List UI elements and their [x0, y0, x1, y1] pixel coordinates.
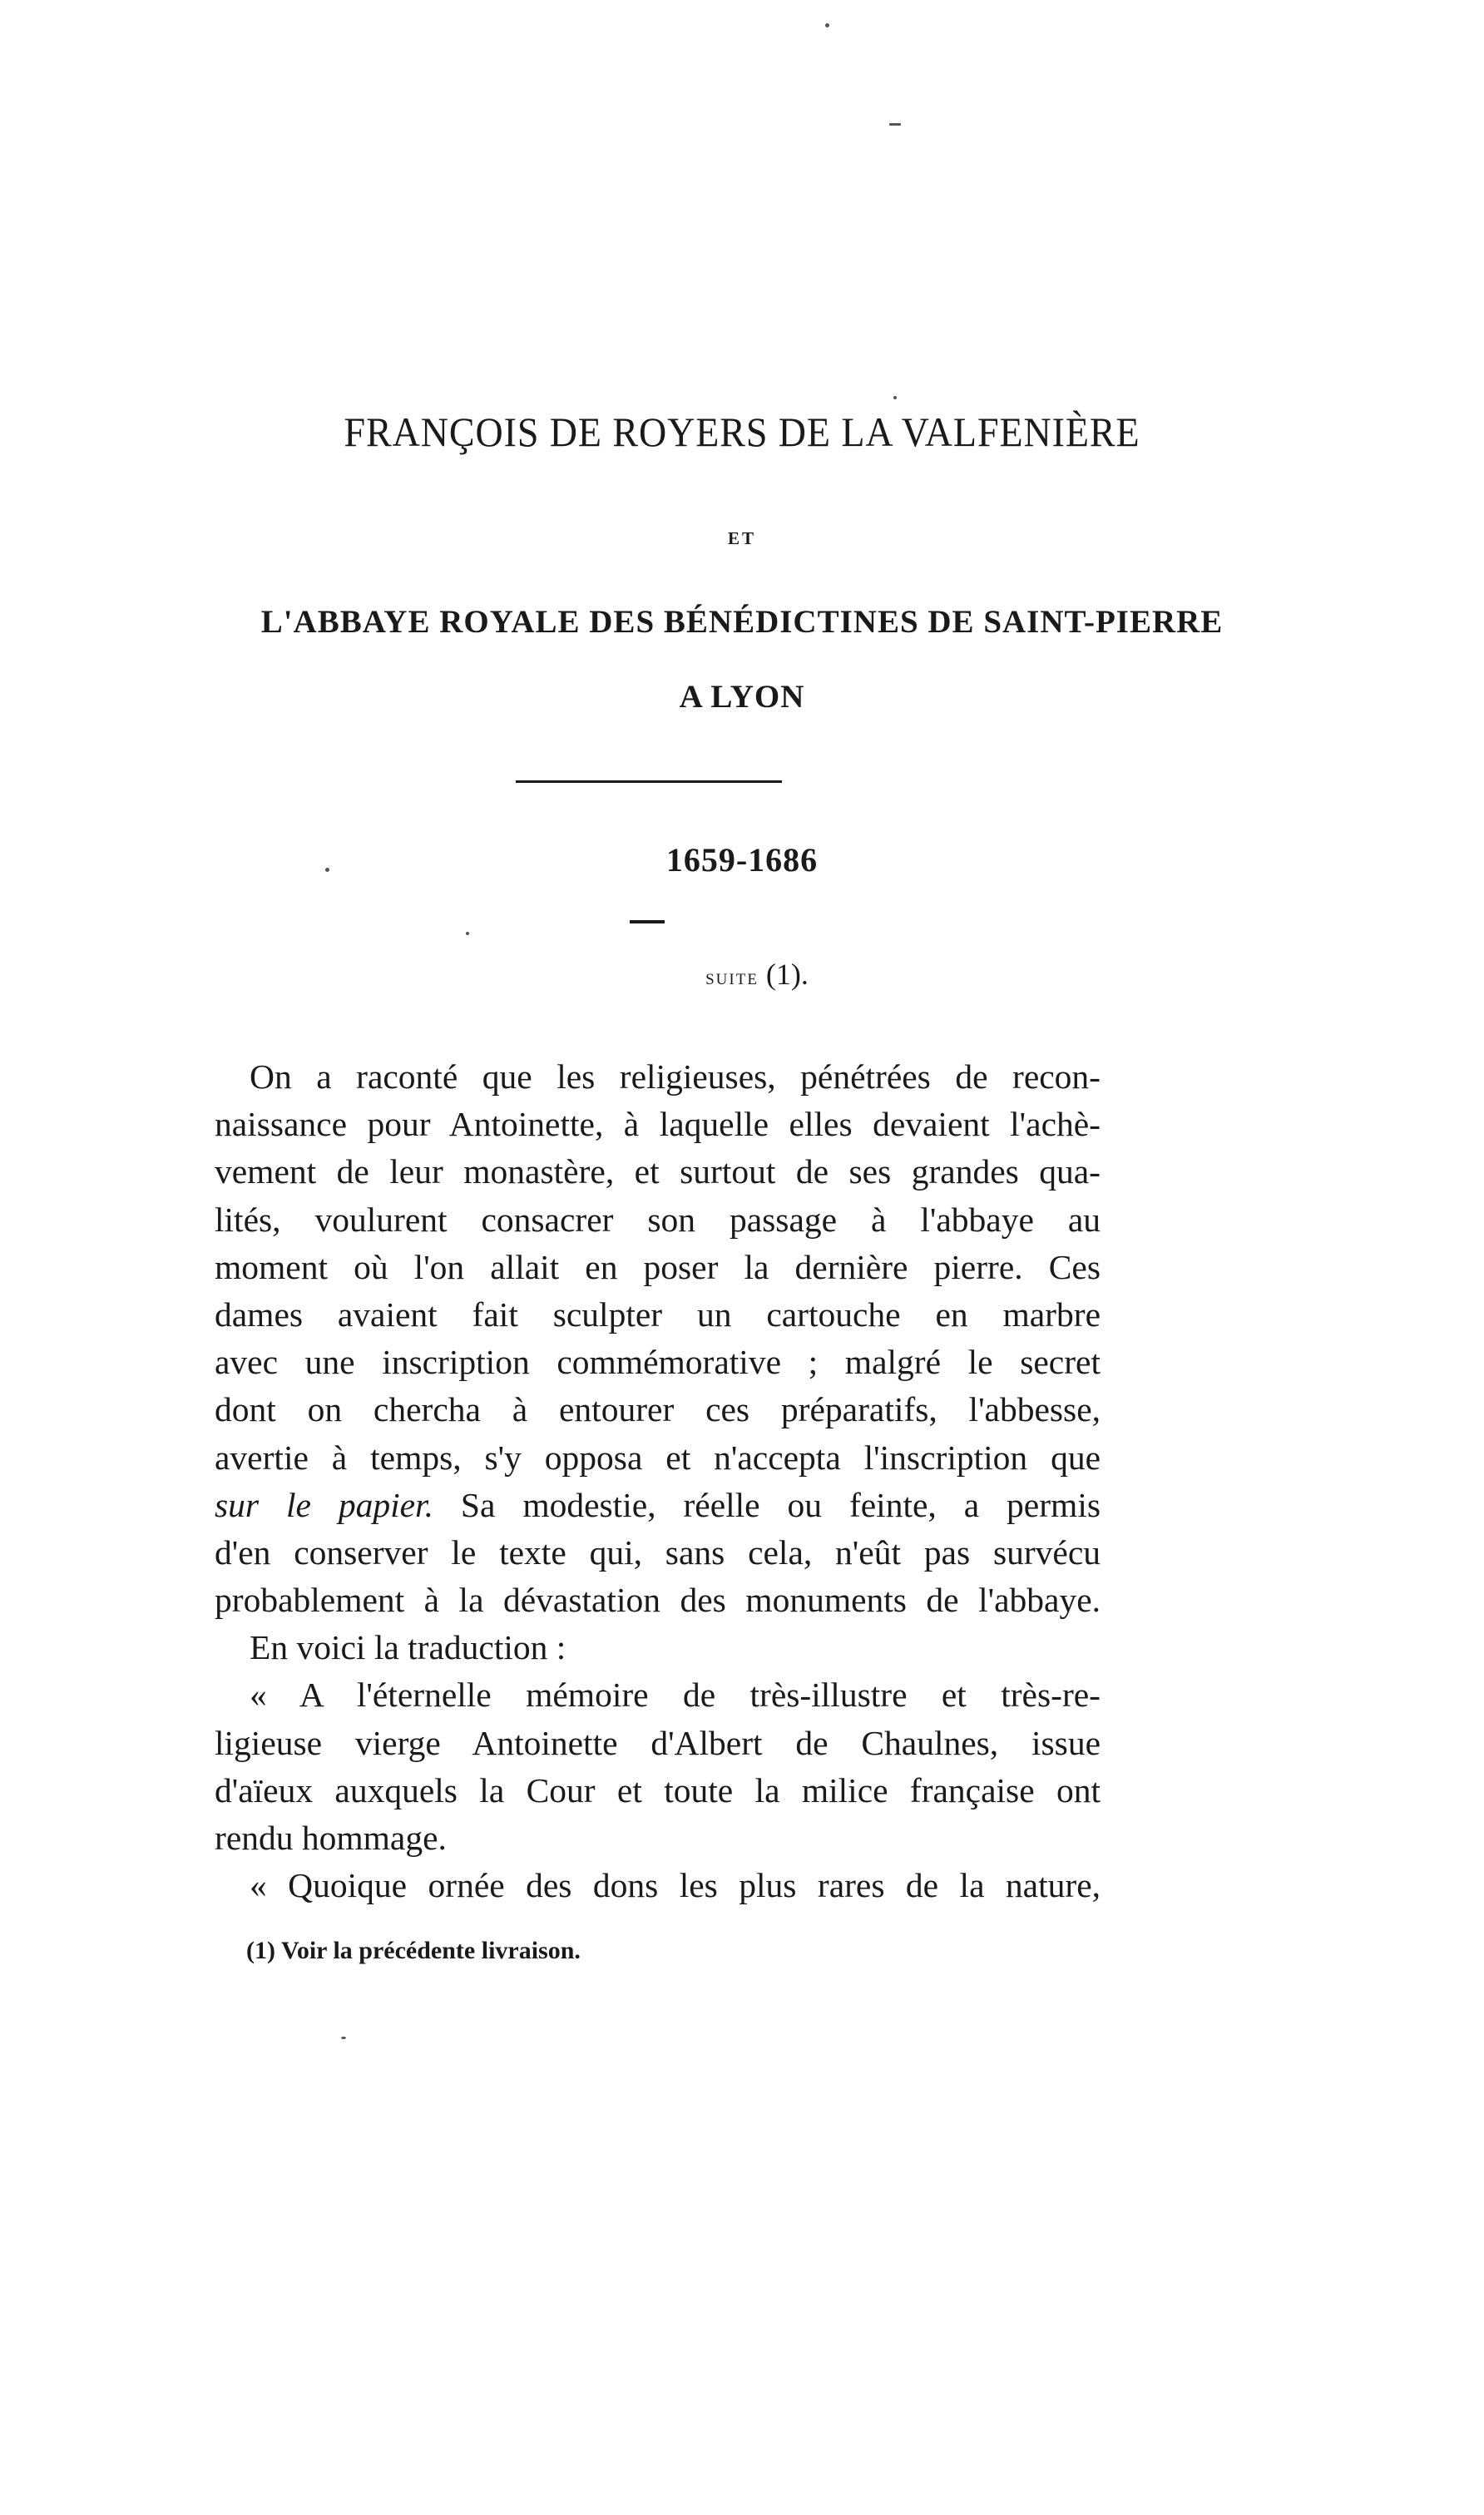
paper-speck: [889, 123, 901, 126]
title-line-2: L'ABBAYE ROYALE DES BÉNÉDICTINES DE SAINT-PIERRE: [260, 604, 1224, 640]
text-line: En voici la traduction :: [250, 1628, 566, 1667]
footnote-reference: (1).: [758, 958, 809, 991]
paper-speck: [341, 2037, 346, 2039]
continuation-note: [15, 957, 1484, 992]
quote-line: « A l'éternelle mémoire de très-illustre et très-re-: [250, 1676, 1101, 1715]
text-line: dont on chercha à entourer ces préparatifs, l'abbesse,: [215, 1390, 1101, 1429]
paper-speck: [325, 868, 329, 872]
footnote: (1) Voir la précédente livraison.: [246, 1937, 581, 1964]
quote-line: d'aïeux auxquels la Cour et toute la milice française ont: [215, 1770, 1101, 1810]
text-line: vement de leur monastère, et surtout de ses grandes qua-: [215, 1152, 1101, 1191]
title-line-3: A LYON: [679, 679, 805, 715]
title-conjunction: ET: [727, 528, 756, 548]
quote-line: « Quoique ornée des dons les plus rares de la nature,: [250, 1866, 1101, 1905]
text-line: naissance pour Antoinette, à laquelle elles devaient l'achè-: [215, 1105, 1101, 1144]
body-text: [215, 1053, 1101, 1909]
text-line: lités, voulurent consacrer son passage à l'abbaye au: [215, 1200, 1101, 1239]
text-line: On a raconté que les religieuses, pénétrées de recon-: [250, 1057, 1101, 1096]
date-range: 1659-1686: [665, 841, 819, 879]
text-line: probablement à la dévastation des monuments de l'abbaye.: [215, 1581, 1101, 1620]
text-line: avertie à temps, s'y opposa et n'accepta l'inscription que: [215, 1438, 1101, 1477]
quote-line: ligieuse vierge Antoinette d'Albert de Chaulnes, issue: [215, 1723, 1101, 1762]
text-line-with-italic: [215, 1482, 1101, 1529]
text-line: d'en conserver le texte qui, sans cela, n'eût pas survécu: [215, 1532, 1101, 1572]
section-dash: [630, 920, 665, 923]
italic-phrase: sur le papier.: [215, 1485, 433, 1524]
title-line-1: FRANÇOIS DE ROYERS DE LA VALFENIÈRE: [344, 408, 1140, 455]
title-rule: [516, 780, 782, 783]
paper-speck: [825, 23, 829, 27]
text-line: dames avaient fait sculpter un cartouche en marbre: [215, 1295, 1101, 1334]
text-line: moment où l'on allait en poser la dernière pierre. Ces: [215, 1247, 1101, 1286]
text-line-rest: Sa modestie, réelle ou feinte, a permis: [433, 1485, 1101, 1524]
paper-speck: [893, 396, 897, 399]
text-line: avec une inscription commémorative ; malgré le secret: [215, 1343, 1101, 1382]
paper-speck: [466, 932, 469, 935]
continuation-word: SUITE: [705, 971, 759, 988]
quote-line: rendu hommage.: [215, 1819, 447, 1857]
